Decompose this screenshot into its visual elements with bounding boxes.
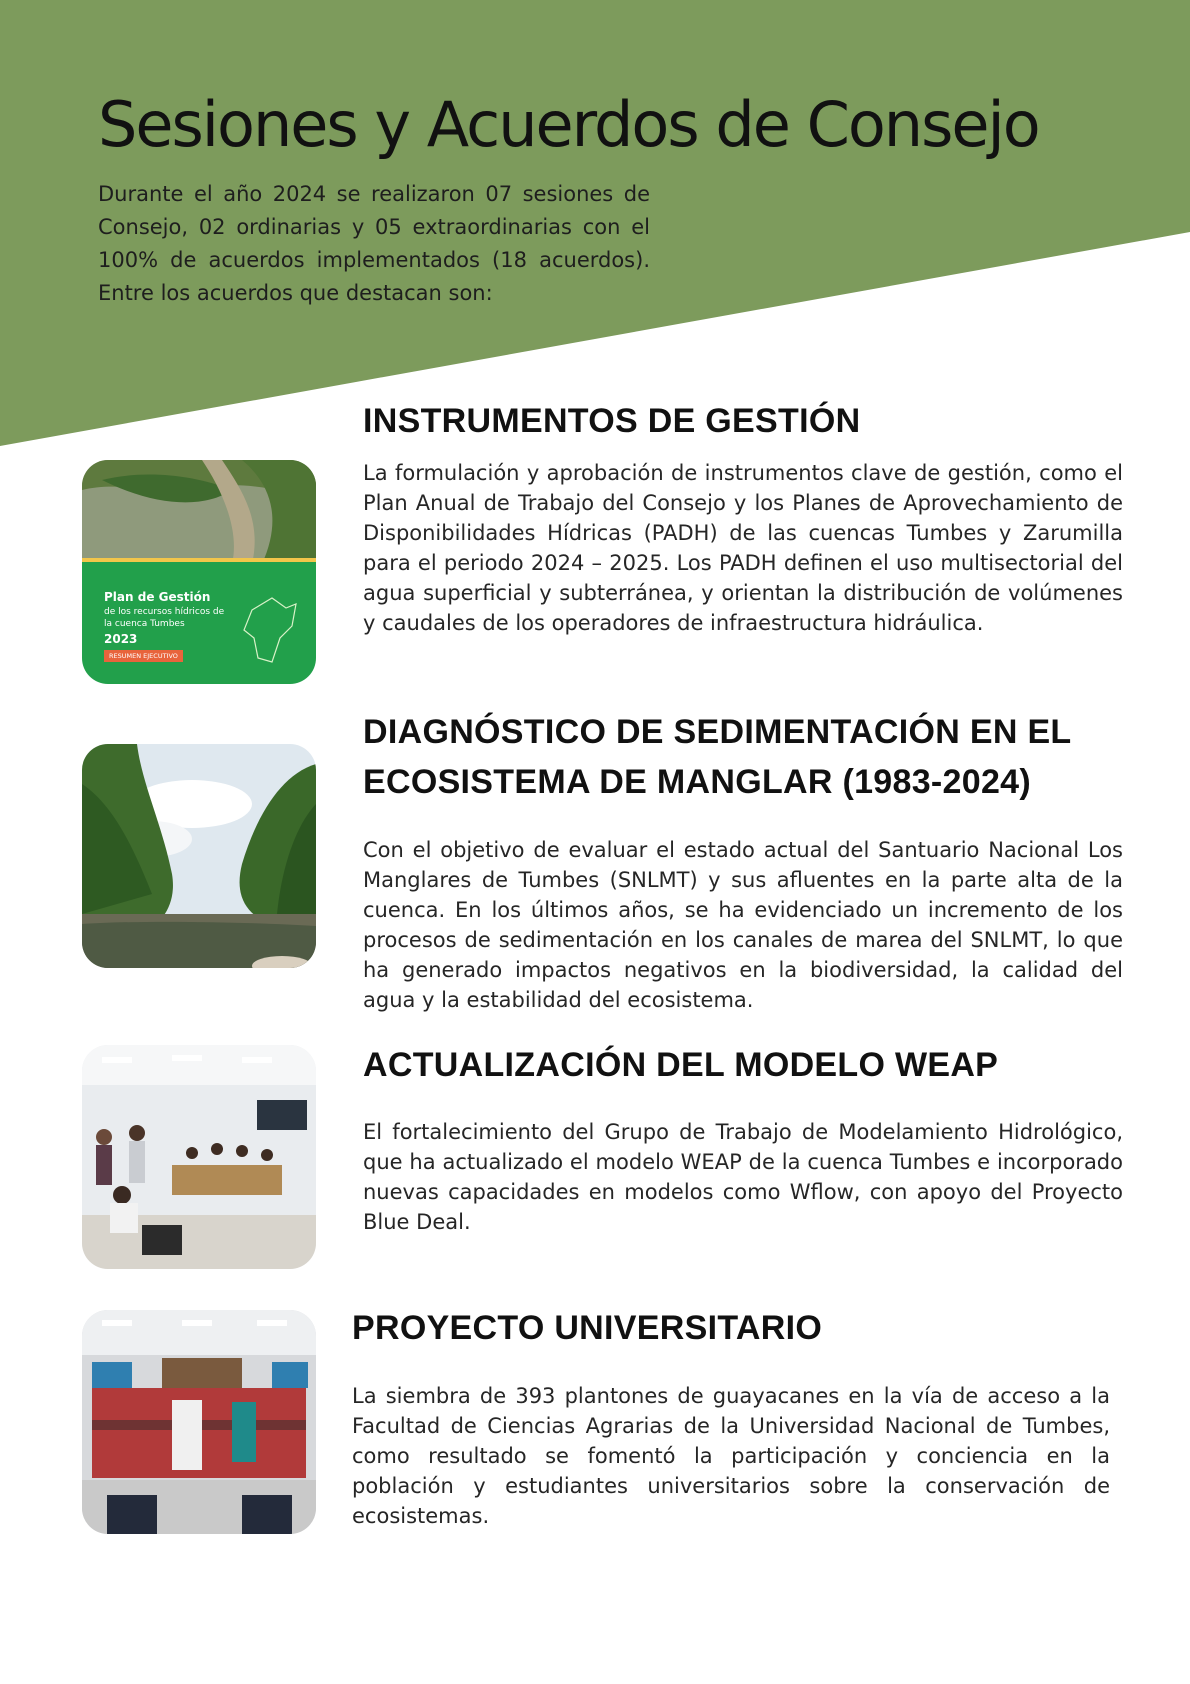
mangrove-photo bbox=[82, 744, 316, 968]
section-title-instrumentos: INSTRUMENTOS DE GESTIÓN bbox=[363, 402, 861, 440]
page-title: Sesiones y Acuerdos de Consejo bbox=[98, 88, 1039, 161]
intro-paragraph: Durante el año 2024 se realizaron 07 sesiones de Consejo, 02 ordinarias y 05 extraordinarias con el 100% de acuerdos implementados (18 acuerdos). Entre los acuerdos que destacan son: bbox=[98, 182, 650, 305]
section-body-diagnostico: Con el objetivo de evaluar el estado actual del Santuario Nacional Los Manglares de Tumbes (SNLMT) y sus afluentes en la parte alta de la cuenca. En los últimos años, se ha evidenciado un incremento de los procesos de sedimentación en los canales de marea del SNLMT, lo que ha generado impactos negativos en la biodiversidad, la calidad del agua y la estabilidad del ecosistema. bbox=[363, 838, 1123, 1012]
section-title-universitario: PROYECTO UNIVERSITARIO bbox=[352, 1309, 823, 1347]
weap-meeting-photo bbox=[82, 1045, 316, 1269]
section-title-diagnostico: DIAGNÓSTICO DE SEDIMENTACIÓN EN EL ECOSISTEMA DE MANGLAR (1983-2024) bbox=[363, 713, 1071, 801]
cover-title: Plan de Gestión bbox=[104, 590, 211, 604]
section-body-instrumentos: La formulación y aprobación de instrumentos clave de gestión, como el Plan Anual de Trabajo del Consejo y los Planes de Aprovechamiento de Disponibilidades Hídricas (PADH) de las cuencas Tumbes y Zarumilla para el periodo 2024 – 2025. Los PADH definen el uso multisectorial del agua superficial y subterránea, y orientan la distribución de volúmenes y caudales de los operadores de infraestructura hidráulica. bbox=[363, 461, 1123, 635]
section-body-weap: El fortalecimiento del Grupo de Trabajo de Modelamiento Hidrológico, que ha actualizado el modelo WEAP de la cuenca Tumbes e incorporado nuevas capacidades en modelos como Wflow, con apoyo del Proyecto Blue Deal. bbox=[363, 1120, 1123, 1234]
plan-cover-image bbox=[82, 460, 316, 684]
cover-subtitle: de los recursos hídricos de la cuenca Tumbes bbox=[104, 607, 225, 629]
cover-badge: RESUMEN EJECUTIVO bbox=[104, 650, 183, 662]
section-title-weap: ACTUALIZACIÓN DEL MODELO WEAP bbox=[363, 1046, 999, 1084]
cover-year: 2023 bbox=[104, 632, 138, 646]
section-body-universitario: La siembra de 393 plantones de guayacanes en la vía de acceso a la Facultad de Ciencias Agrarias de la Universidad Nacional de Tumbes, como resultado se fomentó la participación y conciencia en la población y estudiantes universitarios sobre la conservación de ecosistemas. bbox=[352, 1384, 1110, 1528]
university-group-photo bbox=[82, 1310, 316, 1534]
